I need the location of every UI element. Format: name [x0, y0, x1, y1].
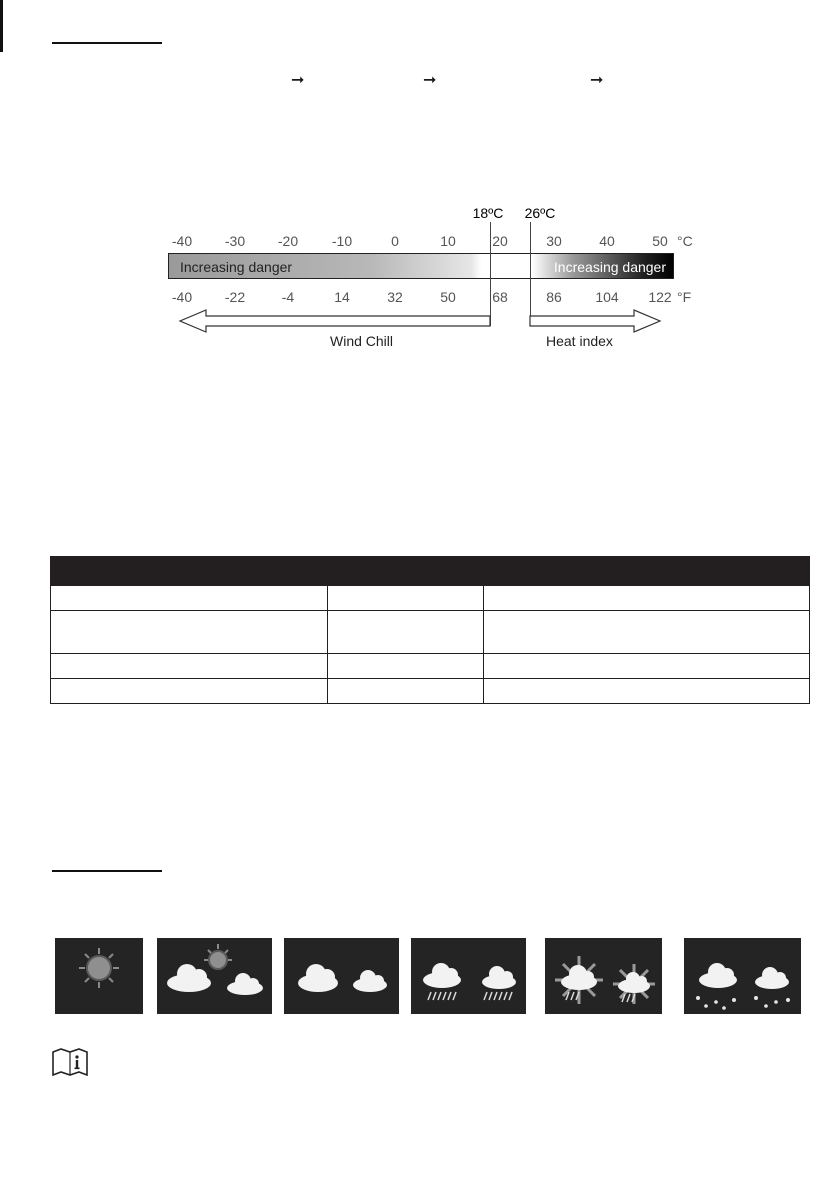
table-cell — [51, 586, 328, 611]
celsius-tick: 40 — [599, 233, 615, 249]
cloud-icon — [423, 963, 461, 988]
fahrenheit-tick: 50 — [440, 289, 456, 305]
table-row — [51, 611, 810, 654]
marker-26c-label: 26ºC — [524, 205, 556, 221]
celsius-tick: 10 — [440, 233, 456, 249]
heat-index-arrow — [530, 310, 660, 332]
cloudy-icon — [284, 938, 399, 1014]
data-table — [50, 556, 810, 704]
heat-index-label: Heat index — [546, 333, 613, 349]
celsius-tick: 0 — [391, 233, 399, 249]
table-cell — [327, 611, 484, 654]
cloud-icon — [227, 973, 263, 995]
fahrenheit-tick: 86 — [546, 289, 562, 305]
partly-cloudy-icon — [157, 938, 272, 1014]
weather-tile-storm — [545, 938, 662, 1014]
table-cell — [51, 654, 328, 679]
info-book-icon — [52, 1048, 88, 1076]
table-cell — [484, 586, 810, 611]
fahrenheit-tick: 32 — [387, 289, 403, 305]
arrow-right-icon: ➞ — [423, 70, 437, 89]
fahrenheit-tick: 122 — [648, 289, 672, 305]
wind-chill-arrow — [180, 310, 490, 332]
fahrenheit-tick: -22 — [224, 289, 246, 305]
celsius-unit: °C — [677, 233, 693, 249]
table-cell — [51, 679, 328, 704]
table-header-cell — [51, 557, 328, 586]
weather-tile-partly-cloudy — [157, 938, 272, 1014]
celsius-tick: -10 — [331, 233, 353, 249]
fahrenheit-tick: -4 — [281, 289, 295, 305]
snow-icon — [684, 938, 801, 1014]
weather-tile-snow — [684, 938, 801, 1014]
table-row — [51, 586, 810, 611]
celsius-tick: -30 — [224, 233, 246, 249]
fahrenheit-unit: °F — [677, 289, 692, 305]
section-underline-bottom — [52, 870, 162, 872]
table-cell — [484, 611, 810, 654]
right-danger-label: Increasing danger — [553, 259, 666, 275]
temperature-danger-scale — [160, 200, 720, 360]
cloud-icon — [482, 966, 516, 989]
fahrenheit-tick: 14 — [334, 289, 350, 305]
celsius-tick: 30 — [546, 233, 562, 249]
weather-tile-sunny — [55, 938, 143, 1014]
storm-icon — [545, 938, 662, 1014]
celsius-tick: 50 — [652, 233, 668, 249]
table-row — [51, 654, 810, 679]
rain-icon — [411, 938, 526, 1014]
danger-gradient-bar — [168, 253, 674, 279]
direction-arrows — [160, 308, 720, 338]
wind-chill-label: Wind Chill — [330, 333, 394, 349]
table-row — [51, 679, 810, 704]
table-cell — [327, 586, 484, 611]
arrow-right-icon: ➞ — [590, 70, 604, 89]
table-header-row — [51, 557, 810, 586]
table-cell — [484, 654, 810, 679]
table-cell — [327, 654, 484, 679]
left-danger-label: Increasing danger — [180, 259, 293, 275]
weather-tile-cloudy — [284, 938, 399, 1014]
cloud-icon — [699, 963, 737, 988]
sun-icon — [55, 938, 143, 1014]
cloud-icon — [618, 972, 650, 993]
section-underline-top — [52, 42, 162, 44]
cloud-icon — [353, 970, 387, 992]
celsius-tick: -20 — [277, 233, 299, 249]
table-cell — [51, 611, 328, 654]
celsius-tick: 20 — [492, 233, 508, 249]
table-cell — [484, 679, 810, 704]
fahrenheit-tick: -40 — [171, 289, 193, 305]
table-header-cell — [327, 557, 484, 586]
fahrenheit-tick: 68 — [492, 289, 508, 305]
arrow-right-icon: ➞ — [291, 70, 305, 89]
fahrenheit-tick: 104 — [595, 289, 619, 305]
table-cell — [327, 679, 484, 704]
cloud-icon — [755, 967, 789, 989]
celsius-tick: -40 — [171, 233, 193, 249]
marker-18c-label: 18ºC — [472, 205, 504, 221]
table-header-cell — [484, 557, 810, 586]
cloud-icon — [167, 964, 211, 992]
page-edge-rule — [0, 0, 3, 52]
weather-tile-rain — [411, 938, 526, 1014]
cloud-icon — [298, 964, 338, 992]
